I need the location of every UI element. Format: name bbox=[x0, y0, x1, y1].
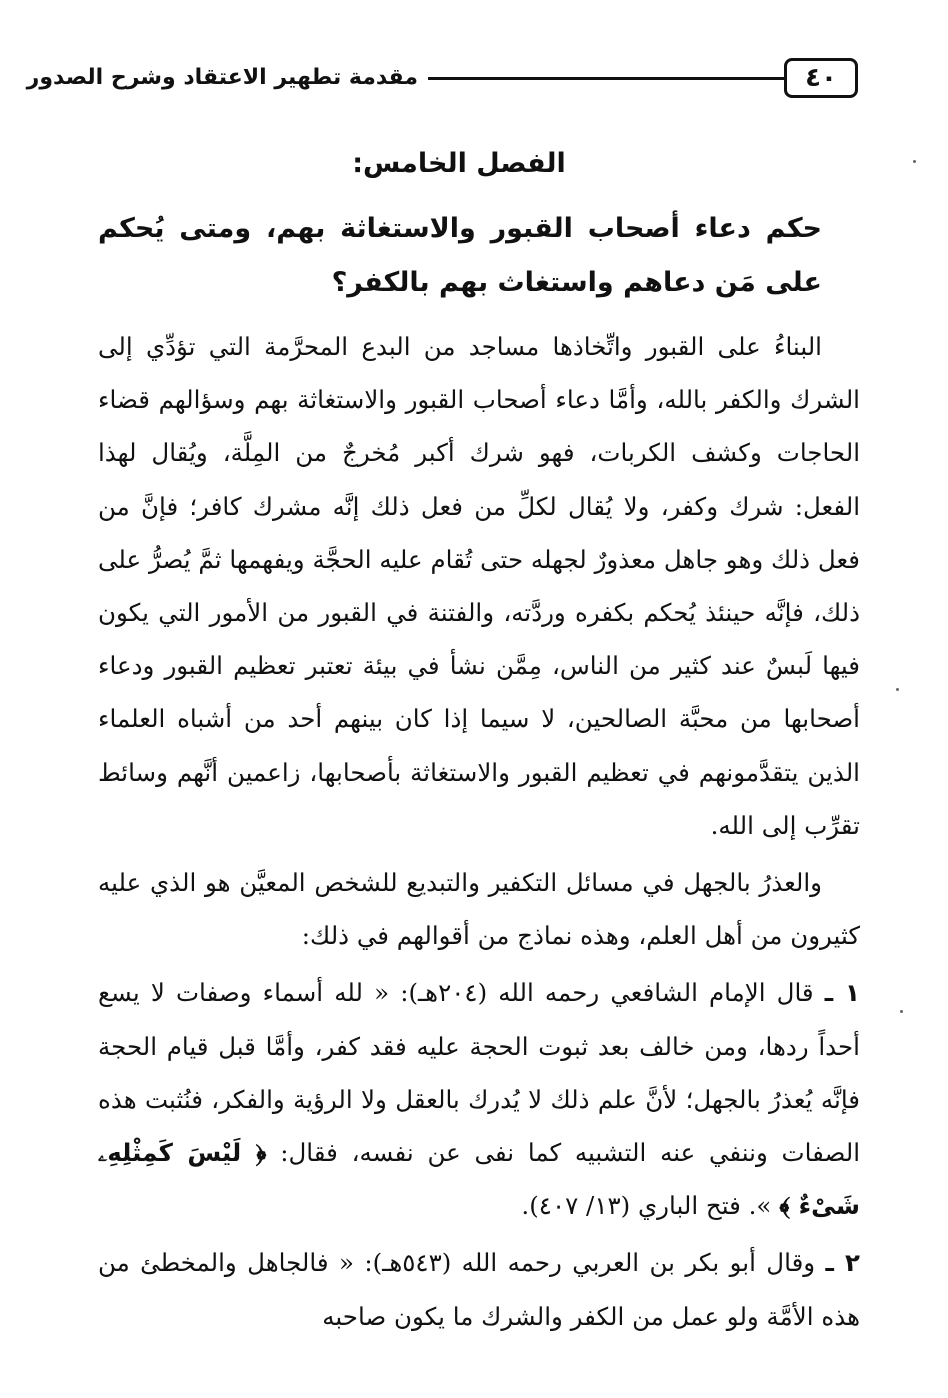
quote-citation: ». فتح الباري (١٣/ ٤٠٧). bbox=[521, 1191, 772, 1221]
scan-speck bbox=[913, 160, 916, 163]
quote-text: قال الإمام الشافعي رحمه الله (٢٠٤هـ): « لله أسماء وصفات لا يسع أحداً ردها، ومن خالف بعد ثبوت الحجة عليه فقد كفر، وأمَّا قبل قيام الحجة فإنَّه يُعذرُ بالجهل؛ لأنَّ علم ذلك لا يُدرك بالعقل ولا الرؤية والفكر، فنُثبت هذه الصفات وننفي عنه التشبيه كما نفى عن نفسه، فقال: bbox=[98, 978, 860, 1168]
quote-number: ١ ـ bbox=[824, 978, 860, 1008]
quote-item bbox=[98, 1236, 860, 1342]
page-content bbox=[98, 140, 860, 1347]
header-rule bbox=[428, 77, 784, 80]
page-number: ٤٠ bbox=[784, 58, 858, 98]
paragraph: والعذرُ بالجهل في مسائل التكفير والتبديع للشخص المعيَّن هو الذي عليه كثيرون من أهل العلم، وهذه نماذج من أقوالهم في ذلك: bbox=[98, 868, 860, 951]
quote-item bbox=[98, 966, 860, 1232]
page-header bbox=[26, 52, 858, 108]
quote-text: وقال أبو بكر بن العربي رحمه الله (٥٤٣هـ): « فالجاهل والمخطئ من هذه الأمَّة ولو عمل من الكفر والشرك ما يكون صاحبه bbox=[98, 1248, 860, 1331]
paragraph: البناءُ على القبور واتِّخاذها مساجد من البدع المحرَّمة التي تؤدِّي إلى الشرك والكفر بالله، وأمَّا دعاء أصحاب القبور والاستغاثة بهم وسؤالهم قضاء الحاجات وكشف الكربات، فهو شرك أكبر مُخرجٌ من المِلَّة، ويُقال لهذا الفعل: شرك وكفر، ولا يُقال لكلِّ من فعل ذلك إنَّه مشرك كافر؛ فإنَّ من فعل ذلك وهو جاهل معذورٌ لجهله حتى تُقام عليه الحجَّة ويفهمها ثمَّ يُصرُّ على ذلك، فإنَّه حينئذ يُحكم بكفره وردَّته، والفتنة في القبور من الأمور التي يكون فيها لَبسٌ عند كثير من الناس، مِمَّن نشأ في بيئة تعتبر تعظيم القبور ودعاء أصحابها من محبَّة الصالحين، لا سيما إذا كان بينهم أحد من أشباه العلماء الذين يتقدَّمونهم في تعظيم القبور والاستغاثة بأصحابها، زاعمين أنَّهم وسائط تقرِّب إلى الله. bbox=[98, 332, 860, 840]
scan-speck bbox=[896, 688, 899, 691]
section-title: حكم دعاء أصحاب القبور والاستغاثة بهم، ومتى يُحكم على مَن دعاهم واستغاث بهم بالكفر؟ bbox=[98, 213, 822, 298]
chapter-heading: الفصل الخامس: bbox=[352, 148, 566, 179]
running-title: مقدمة تطهير الاعتقاد وشرح الصدور bbox=[26, 65, 418, 90]
scan-speck bbox=[900, 1010, 903, 1013]
quran-verse: ﴿ لَيْسَ كَمِثْلِهِۦ شَىْءٌ ﴾ bbox=[98, 1138, 860, 1221]
quote-number: ٢ ـ bbox=[825, 1248, 860, 1278]
